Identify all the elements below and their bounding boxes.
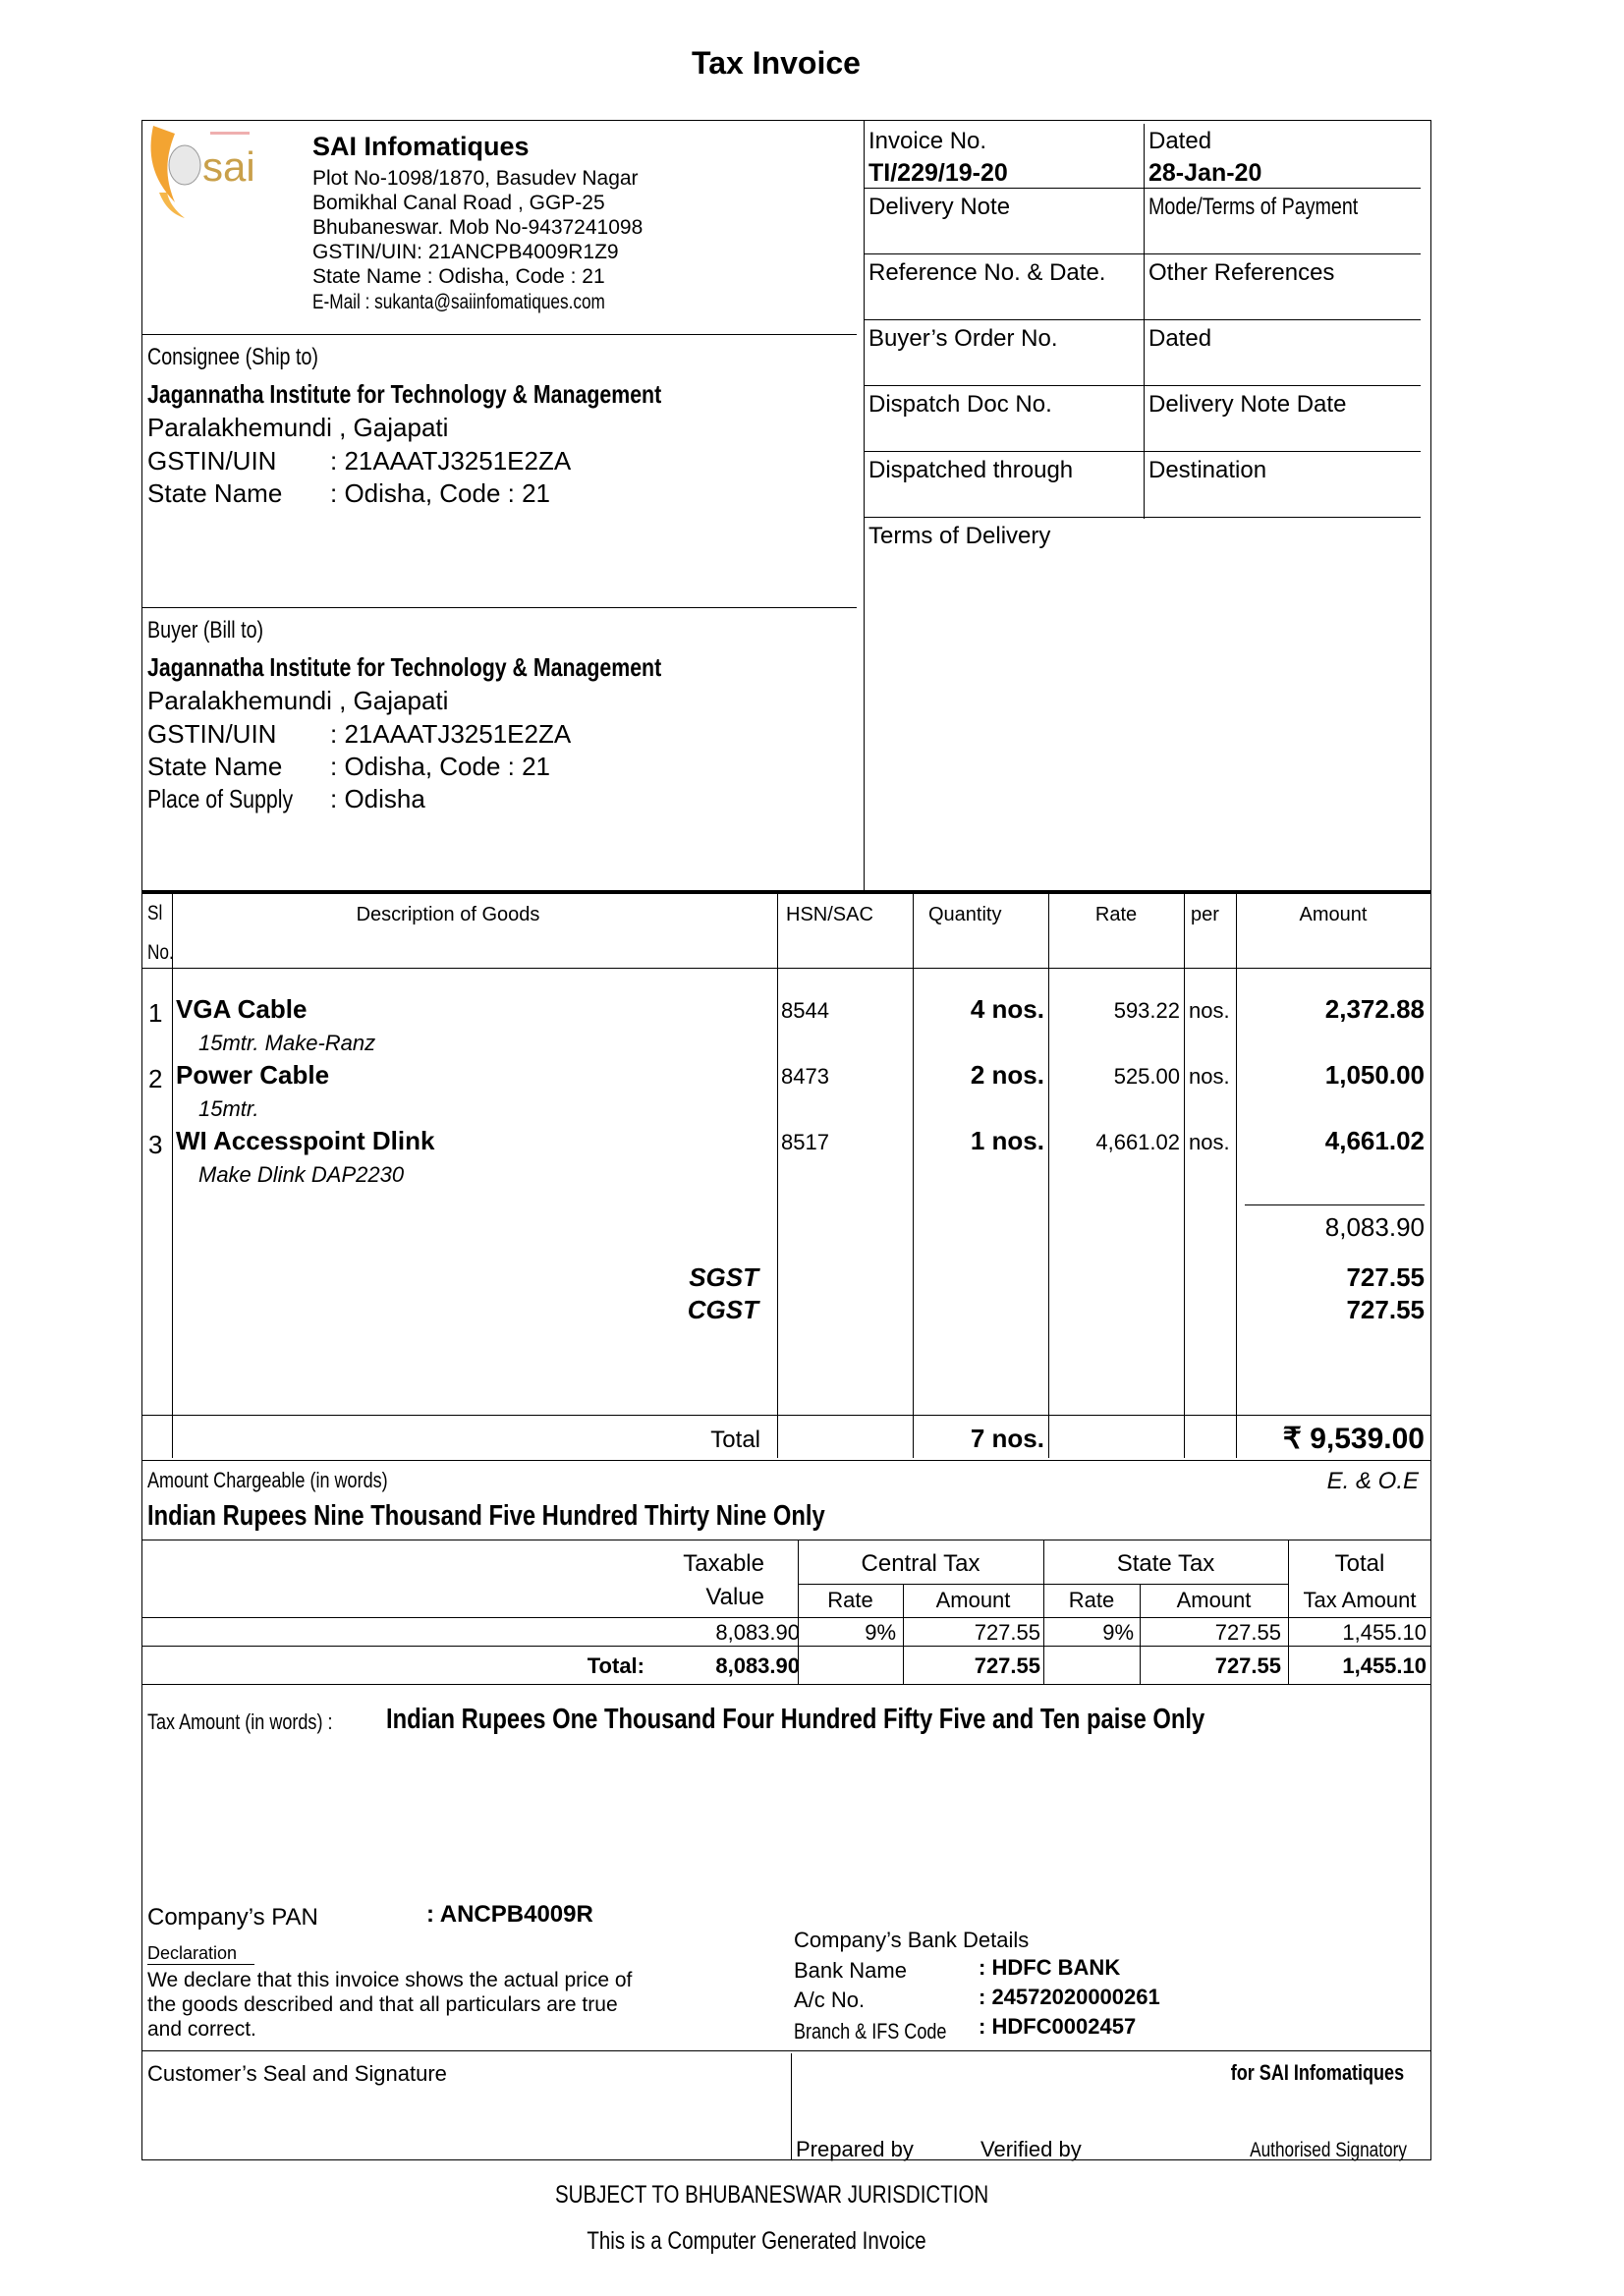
subtotal-amount: 8,083.90 <box>1324 1212 1425 1242</box>
item-hsn: 8473 <box>781 1064 829 1089</box>
item-per: nos. <box>1189 1064 1230 1089</box>
declaration-heading: Declaration <box>147 1943 254 1965</box>
page-title: Tax Invoice <box>692 45 861 81</box>
item-amount: 2,372.88 <box>1324 994 1425 1024</box>
buyer-place: : Odisha <box>330 784 425 813</box>
divider <box>141 607 857 608</box>
item-name: VGA Cable <box>176 994 308 1024</box>
for-company-label: for SAI Infomatiques <box>1230 2060 1404 2085</box>
total-amount-value: 9,539.00 <box>1310 1423 1425 1455</box>
ifsc-code: : HDFC0002457 <box>979 2014 1137 2039</box>
rupee-icon: ₹ <box>1282 1423 1302 1455</box>
divider <box>864 385 1421 386</box>
divider <box>864 253 1421 254</box>
seller-email: E-Mail : sukanta@saiinfomatiques.com <box>312 291 605 313</box>
svg-text:sai: sai <box>202 143 255 190</box>
customer-seal-label: Customer’s Seal and Signature <box>147 2061 447 2086</box>
signature-divider <box>791 2053 792 2160</box>
column-line <box>172 893 173 1458</box>
table-header-rule <box>141 968 1431 969</box>
buyer-name: Jagannatha Institute for Technology & Management <box>147 652 662 682</box>
jurisdiction-note: SUBJECT TO BHUBANESWAR JURISDICTION <box>555 2181 989 2209</box>
consignee-state: : Odisha, Code : 21 <box>330 478 551 508</box>
consignee-gstin: : 21AAATJ3251E2ZA <box>330 446 572 476</box>
row-sl: 2 <box>148 1064 163 1093</box>
other-references-label: Other References <box>1148 259 1335 286</box>
tax-total-taxable: 8,083.90 <box>715 1653 800 1678</box>
consignee-gstin-label: GSTIN/UIN <box>147 446 277 476</box>
header-divider <box>864 120 865 891</box>
pan-label: Company’s PAN <box>147 1904 318 1931</box>
consignee-heading: Consignee (Ship to) <box>147 344 318 370</box>
divider <box>864 517 1421 518</box>
divider <box>141 1684 1431 1685</box>
item-hsn: 8544 <box>781 998 829 1023</box>
item-quantity: 1 nos. <box>970 1126 1044 1155</box>
pan-value: : ANCPB4009R <box>426 1901 593 1928</box>
tax-central-rate: 9% <box>865 1620 896 1645</box>
amount-words-label: Amount Chargeable (in words) <box>147 1468 388 1492</box>
seller-name: SAI Infomatiques <box>312 132 530 161</box>
delivery-note-label: Delivery Note <box>868 194 1011 220</box>
terms-of-delivery-label: Terms of Delivery <box>868 523 1051 549</box>
declaration-line: We declare that this invoice shows the actual price of <box>147 1969 633 1991</box>
amount-in-words: Indian Rupees Nine Thousand Five Hundred Thirty Nine Only <box>147 1500 825 1532</box>
col-sl: Sl <box>147 902 163 924</box>
sgst-amount: 727.55 <box>1346 1262 1425 1292</box>
verified-by-label: Verified by <box>980 2137 1082 2161</box>
col-amount: Amount <box>1299 904 1368 925</box>
invoice-date: 28-Jan-20 <box>1148 159 1262 187</box>
tax-in-words: Indian Rupees One Thousand Four Hundred Fifty Five and Ten paise Only <box>386 1704 1205 1735</box>
consignee-name: Jagannatha Institute for Technology & Management <box>147 379 662 409</box>
central-tax-header: Central Tax <box>861 1550 980 1577</box>
buyer-heading: Buyer (Bill to) <box>147 617 264 644</box>
total-tax-header-2: Tax Amount <box>1303 1588 1417 1612</box>
column-line <box>1048 893 1049 1458</box>
col-quantity: Quantity <box>928 904 1002 925</box>
item-quantity: 2 nos. <box>970 1060 1044 1090</box>
item-quantity: 4 nos. <box>970 994 1044 1024</box>
invoice-no-label: Invoice No. <box>868 128 987 154</box>
divider <box>864 451 1421 452</box>
item-detail: 15mtr. <box>198 1096 259 1121</box>
buyers-order-label: Buyer’s Order No. <box>868 325 1058 352</box>
buyers-order-dated-label: Dated <box>1148 325 1212 352</box>
taxable-header-1: Taxable <box>683 1550 764 1577</box>
divider <box>141 2050 1431 2051</box>
bank-name: : HDFC BANK <box>979 1955 1121 1980</box>
item-amount: 1,050.00 <box>1324 1060 1425 1090</box>
item-rate: 4,661.02 <box>1095 1130 1180 1154</box>
column-line <box>1184 893 1185 1458</box>
subtotal-rule <box>1245 1204 1425 1205</box>
divider <box>141 1617 1431 1618</box>
state-amount-header: Amount <box>1176 1588 1252 1612</box>
row-sl: 1 <box>148 998 163 1028</box>
seller-address-line: Bomikhal Canal Road , GGP-25 <box>312 192 605 214</box>
reference-label: Reference No. & Date. <box>868 259 1106 286</box>
declaration-line: and correct. <box>147 2018 256 2041</box>
cgst-label: CGST <box>687 1295 758 1324</box>
computer-generated-note: This is a Computer Generated Invoice <box>587 2227 926 2255</box>
total-row-rule <box>141 1415 1431 1416</box>
dispatch-doc-label: Dispatch Doc No. <box>868 391 1052 418</box>
row-sl: 3 <box>148 1130 163 1159</box>
meta-column-divider <box>1144 124 1145 519</box>
item-per: nos. <box>1189 1130 1230 1154</box>
total-amount <box>1236 1422 1425 1456</box>
state-rate-header: Rate <box>1068 1588 1115 1612</box>
total-tax-header-1: Total <box>1334 1550 1385 1577</box>
taxable-header-2: Value <box>705 1584 764 1610</box>
tax-state-rate: 9% <box>1102 1620 1134 1645</box>
tax-total-amount: 1,455.10 <box>1342 1653 1427 1678</box>
tax-words-label: Tax Amount (in words) : <box>147 1709 333 1734</box>
item-per: nos. <box>1189 998 1230 1023</box>
divider <box>141 334 857 335</box>
state-tax-header: State Tax <box>1116 1550 1215 1577</box>
item-hsn: 8517 <box>781 1130 829 1154</box>
tax-total: 1,455.10 <box>1342 1620 1427 1645</box>
ifsc-label: Branch & IFS Code <box>794 2019 947 2044</box>
destination-label: Destination <box>1148 457 1267 483</box>
tax-total-central: 727.55 <box>974 1653 1040 1678</box>
invoice-no: TI/229/19-20 <box>868 159 1008 187</box>
bank-heading: Company’s Bank Details <box>794 1928 1030 1952</box>
item-name: WI Accesspoint Dlink <box>176 1126 435 1155</box>
total-label: Total <box>710 1427 760 1453</box>
table-top-rule <box>141 890 1431 894</box>
item-amount: 4,661.02 <box>1324 1126 1425 1155</box>
divider <box>864 319 1421 320</box>
sgst-label: SGST <box>689 1262 758 1292</box>
item-detail: 15mtr. Make-Ranz <box>198 1031 376 1055</box>
tax-total-label: Total: <box>587 1653 644 1678</box>
seller-gstin: GSTIN/UIN: 21ANCPB4009R1Z9 <box>312 241 619 263</box>
total-quantity: 7 nos. <box>970 1424 1044 1453</box>
bank-name-label: Bank Name <box>794 1958 907 1983</box>
declaration-line: the goods described and that all particulars are true <box>147 1993 618 2016</box>
consignee-address: Paralakhemundi , Gajapati <box>147 413 449 442</box>
central-amount-header: Amount <box>935 1588 1011 1612</box>
cgst-amount: 727.55 <box>1346 1295 1425 1324</box>
authorised-signatory-label: Authorised Signatory <box>1250 2139 1407 2161</box>
buyer-gstin-label: GSTIN/UIN <box>147 719 277 749</box>
item-rate: 593.22 <box>1113 998 1180 1023</box>
col-hsn: HSN/SAC <box>786 904 873 925</box>
buyer-address: Paralakhemundi , Gajapati <box>147 686 449 715</box>
divider <box>864 188 1421 189</box>
account-label: A/c No. <box>794 1988 866 2012</box>
dispatched-through-label: Dispatched through <box>868 457 1074 483</box>
buyer-state-label: State Name <box>147 752 283 781</box>
buyer-place-label: Place of Supply <box>147 784 294 813</box>
mode-terms-label: Mode/Terms of Payment <box>1148 194 1359 220</box>
company-logo <box>145 124 293 227</box>
buyer-state: : Odisha, Code : 21 <box>330 752 551 781</box>
item-name: Power Cable <box>176 1060 330 1090</box>
tax-central-amount: 727.55 <box>974 1620 1040 1645</box>
column-line <box>777 893 778 1458</box>
item-rate: 525.00 <box>1113 1064 1180 1089</box>
delivery-note-date-label: Delivery Note Date <box>1148 391 1347 418</box>
tax-taxable: 8,083.90 <box>715 1620 800 1645</box>
seller-address-line: Bhubaneswar. Mob No-9437241098 <box>312 216 644 239</box>
buyer-gstin: : 21AAATJ3251E2ZA <box>330 719 572 749</box>
col-description: Description of Goods <box>356 904 540 925</box>
column-line <box>913 893 914 1458</box>
col-sl-no: No. <box>147 941 174 964</box>
prepared-by-label: Prepared by <box>796 2137 914 2161</box>
seller-address-line: Plot No-1098/1870, Basudev Nagar <box>312 167 639 190</box>
tax-state-amount: 727.55 <box>1214 1620 1281 1645</box>
dated-label: Dated <box>1148 128 1212 154</box>
eoe-label: E. & O.E <box>1326 1468 1419 1494</box>
central-rate-header: Rate <box>827 1588 873 1612</box>
column-line <box>1236 893 1237 1458</box>
divider <box>141 1646 1431 1647</box>
tax-total-state: 727.55 <box>1214 1653 1281 1678</box>
divider <box>798 1584 1288 1585</box>
account-number: : 24572020000261 <box>979 1985 1160 2009</box>
col-rate: Rate <box>1094 904 1138 925</box>
seller-state: State Name : Odisha, Code : 21 <box>312 265 605 288</box>
divider <box>141 1460 1431 1461</box>
item-detail: Make Dlink DAP2230 <box>198 1162 405 1187</box>
col-per: per <box>1191 904 1219 925</box>
consignee-state-label: State Name <box>147 478 283 508</box>
